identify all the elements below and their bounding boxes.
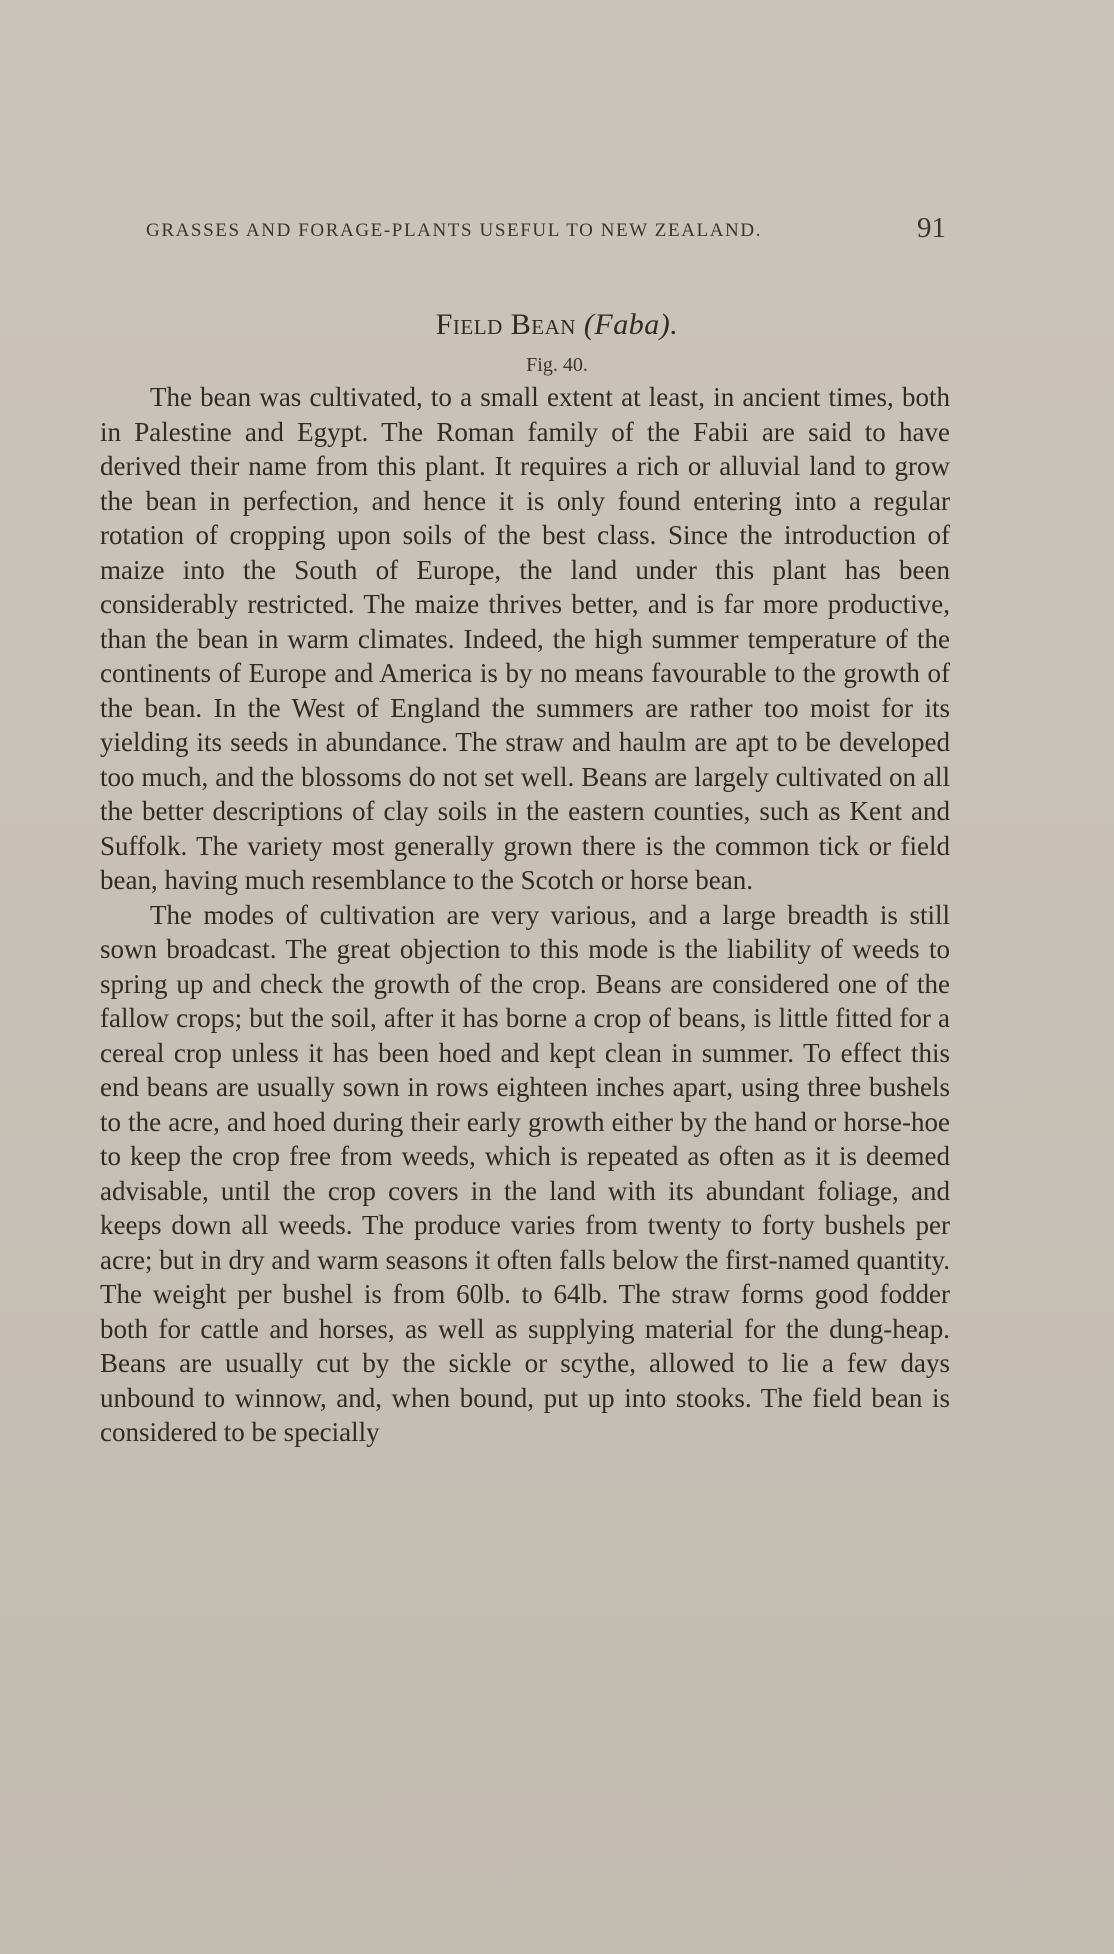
section-latin-name: (Faba). [583, 308, 679, 341]
figure-caption: Fig. 40. [526, 354, 588, 376]
running-title: GRASSES AND FORAGE-PLANTS USEFUL TO NEW ZEALAND. [146, 220, 763, 241]
section-title-text: Field Bean [435, 308, 576, 341]
running-head [146, 214, 946, 244]
section-title [0, 308, 1114, 342]
paragraph-2: The modes of cultivation are very various, and a large breadth is still sown broadcast. The great objection to this mode is the liability of weeds to spring up and check the growth of the crop. Beans are considered one of the fallow crops; but the soil, after it has borne a crop of beans, is little fitted for a cereal crop unless it has been hoed and kept clean in summer. To effect this end beans are usually sown in rows eighteen inches apart, using three bushels to the acre, and hoed during their early growth either by the hand or horse-hoe to keep the crop free from weeds, which is repeated as often as it is deemed advisable, until the crop covers in the land with its abundant foliage, and keeps down all weeds. The produce varies from twenty to forty bushels per acre; but in dry and warm seasons it often falls below the first-named quantity. The weight per bushel is from 60lb. to 64lb. The straw forms good fodder both for cattle and horses, as well as supplying material for the dung-heap. Beans are usually cut by the sickle or scythe, allowed to lie a few days unbound to winnow, and, when bound, put up into stooks. The field bean is considered to be specially [100, 899, 950, 1447]
paragraph-1: The bean was cultivated, to a small extent at least, in ancient times, both in Palestine and Egypt. The Roman family of the Fabii are said to have derived their name from this plant. It requires a rich or alluvial land to grow the bean in perfection, and hence it is only found entering into a regular rotation of cropping upon soils of the best class. Since the introduction of maize into the South of Europe, the land under this plant has been considerably restricted. The maize thrives better, and is far more productive, than the bean in warm climates. Indeed, the high summer temperature of the continents of Europe and America is by no means favourable to the growth of the bean. In the West of England the summers are rather too moist for its yielding its seeds in abundance. The straw and haulm are apt to be developed too much, and the blossoms do not set well. Beans are largely cultivated on all the better descriptions of clay soils in the eastern counties, such as Kent and Suffolk. The variety most generally grown there is the common tick or field bean, having much resemblance to the Scotch or horse bean. [100, 382, 950, 895]
body-text [100, 380, 950, 1450]
page-number: 91 [917, 212, 946, 244]
